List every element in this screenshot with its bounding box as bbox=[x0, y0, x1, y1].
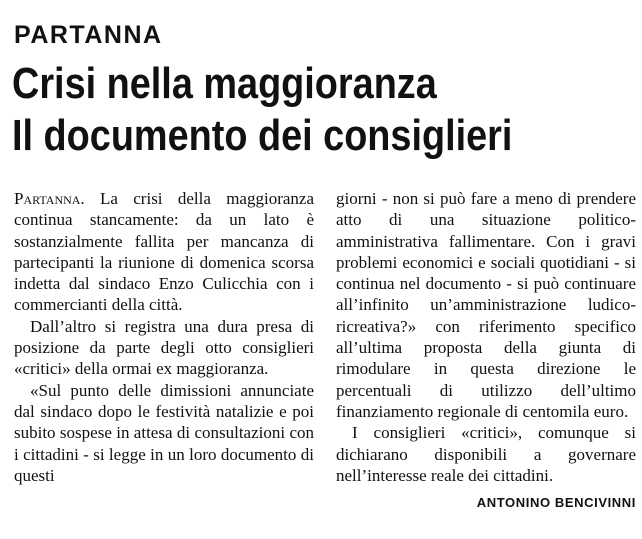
article-column-left bbox=[14, 188, 314, 513]
article-column-right bbox=[336, 188, 636, 513]
paragraph-4: I consiglieri «critici», comunque si dichiarano disponibili a governare nell’interesse reale dei cittadini. bbox=[336, 423, 636, 485]
headline-line-1: Crisi nella maggioranza bbox=[12, 59, 437, 108]
paragraph-2: Dall’altro si registra una dura presa di posizione da parte degli otto consiglieri «critici» della ormai ex maggioranza. bbox=[14, 316, 314, 379]
byline: ANTONINO BENCIVINNI bbox=[476, 495, 636, 511]
headline-line-2: Il documento dei consiglieri bbox=[12, 111, 513, 160]
dateline: Partanna. bbox=[14, 189, 85, 208]
section-kicker: PARTANNA bbox=[14, 21, 163, 49]
paragraph-3: «Sul punto delle dimissioni annunciate dal sindaco dopo le festività natalizie e poi subito sospese in attesa di consultazioni con i cittadini - si legge in un loro documento di questi bbox=[14, 380, 314, 485]
paragraph-1-text: La crisi della maggioranza continua stancamente: da un lato è sostanzialmente fallita per mancanza di partecipanti la riunione di domenica scorsa indetta dal sindaco Enzo Culicchia con i commercianti della città. bbox=[14, 189, 314, 315]
paragraph-3-continued: giorni - non si può fare a meno di prendere atto di una situazione politico-amministrativa fallimentare. Con i gravi problemi economici e sociali quotidiani - si continua nel documento - si può continuare all’infinito un’amministrazione ludico-ricreativa?» con riferimento specifico all’ultima proposta della giunta di rimodulare in questa direzione le percentuali di utilizzo dell’ultimo finanziamento regionale di centomila euro. bbox=[336, 189, 636, 421]
paragraph-1 bbox=[14, 188, 314, 316]
article-body bbox=[14, 188, 636, 513]
headline bbox=[12, 58, 547, 162]
